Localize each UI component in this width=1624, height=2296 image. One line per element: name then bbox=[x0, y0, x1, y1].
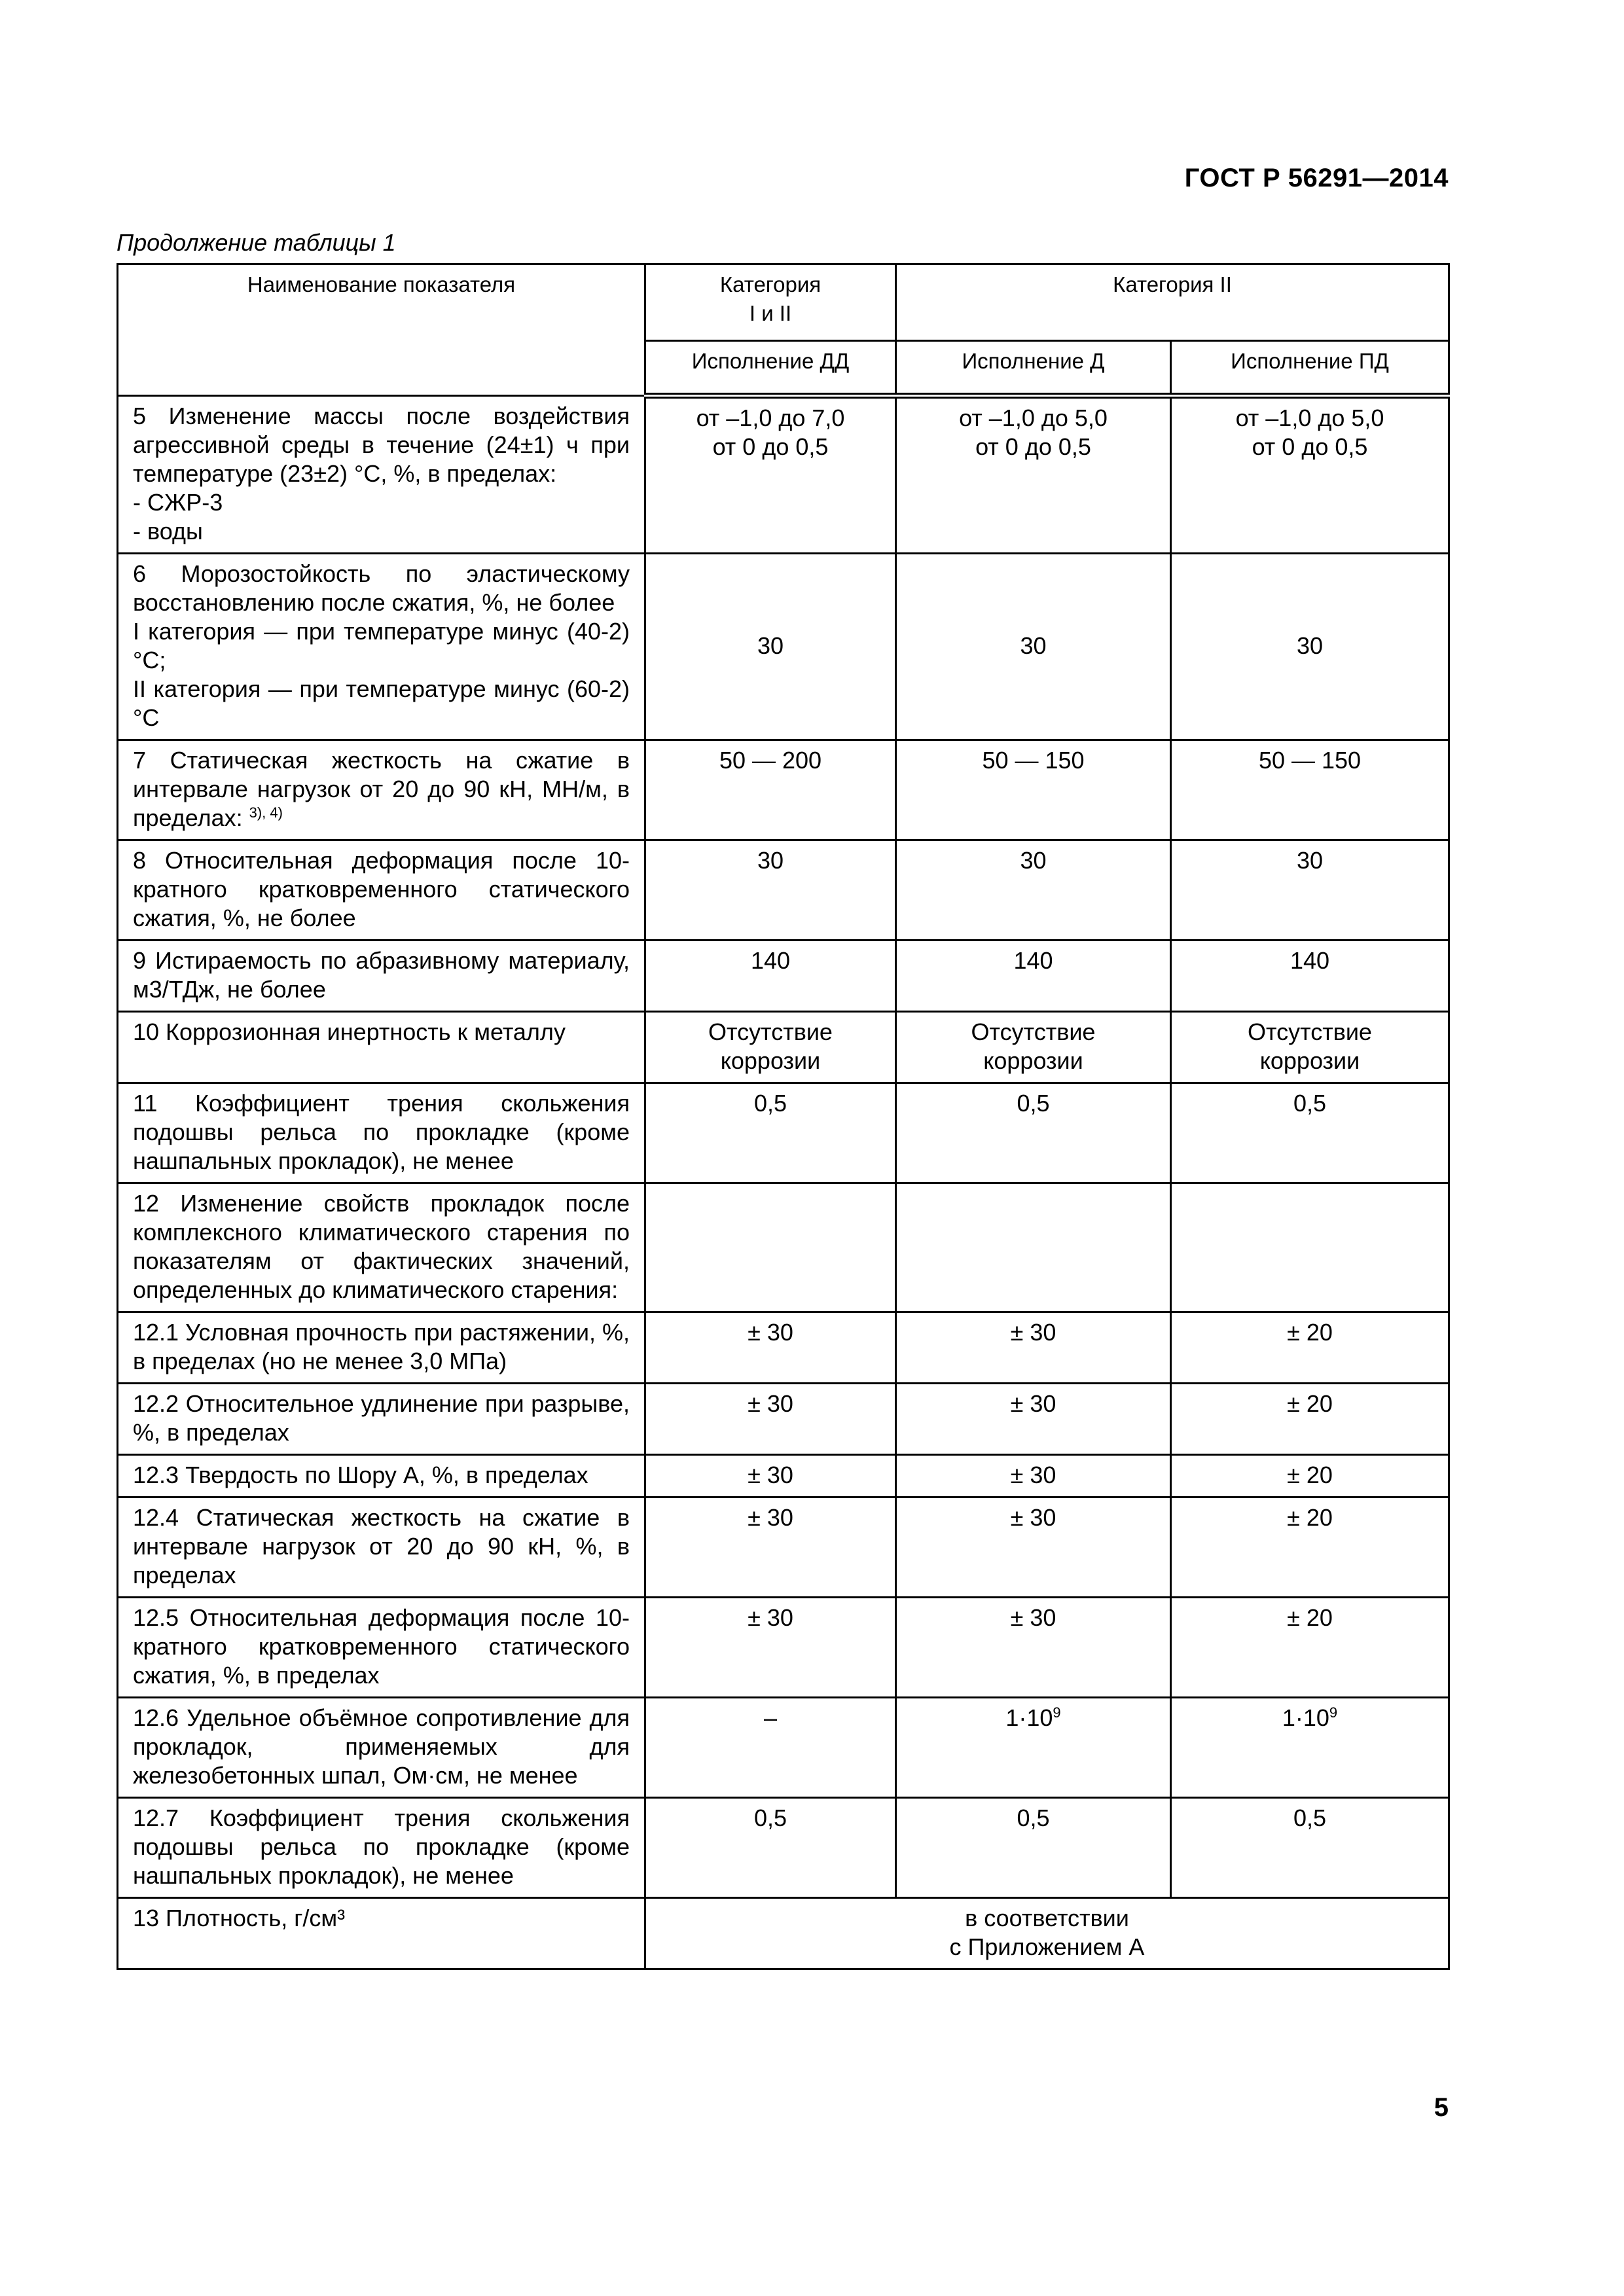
table-row bbox=[118, 740, 1449, 840]
footnote-ref: 3), 4) bbox=[249, 804, 283, 821]
indicator-name: 6 Морозостойкость по эластическому восстановлению после сжатия, %, не более I категория — при температуре минус (40-2) °С; II категория — при температуре минус (60-2) °С bbox=[118, 554, 645, 740]
value-pd: 140 bbox=[1171, 941, 1449, 1012]
table-row bbox=[118, 1698, 1449, 1798]
value-pd: от –1,0 до 5,0 от 0 до 0,5 bbox=[1171, 396, 1449, 554]
table-row bbox=[118, 1455, 1449, 1498]
value-dd: ± 30 bbox=[645, 1455, 896, 1498]
value-dd: 30 bbox=[645, 554, 896, 740]
value-pd: ± 20 bbox=[1171, 1598, 1449, 1698]
value-dd: – bbox=[645, 1698, 896, 1798]
value-pd: $1\cdot 10^9$ bbox=[1171, 1698, 1449, 1798]
indicator-name: 9 Истираемость по абразивному материалу, м3/ТДж, не более bbox=[118, 941, 645, 1012]
value-pd: 0,5 bbox=[1171, 1083, 1449, 1183]
value-dd: ± 30 bbox=[645, 1598, 896, 1698]
table-caption: Продолжение таблицы 1 bbox=[117, 229, 396, 256]
value-dd: от –1,0 до 7,0 от 0 до 0,5 bbox=[645, 396, 896, 554]
value-d: $1\cdot 10^9$ bbox=[896, 1698, 1171, 1798]
indicator-name: 12.2 Относительное удлинение при разрыве, %, в пределах bbox=[118, 1384, 645, 1455]
value-d: 30 bbox=[896, 840, 1171, 941]
table-row bbox=[118, 1798, 1449, 1898]
value-pd: ± 20 bbox=[1171, 1384, 1449, 1455]
value-dd: 30 bbox=[645, 840, 896, 941]
value-pd: Отсутствие коррозии bbox=[1171, 1012, 1449, 1083]
value-dd: ± 30 bbox=[645, 1498, 896, 1598]
value-dd: 50 — 200 bbox=[645, 740, 896, 840]
header-indicator-name: Наименование показателя bbox=[118, 264, 645, 396]
value-d: ± 30 bbox=[896, 1384, 1171, 1455]
table-row bbox=[118, 1384, 1449, 1455]
value-dd bbox=[645, 1183, 896, 1312]
table-row bbox=[118, 941, 1449, 1012]
indicator-name: 10 Коррозионная инертность к металлу bbox=[118, 1012, 645, 1083]
value-pd bbox=[1171, 1183, 1449, 1312]
table-row bbox=[118, 840, 1449, 941]
value-d: 50 — 150 bbox=[896, 740, 1171, 840]
indicator-name: 12.6 Удельное объёмное сопротивление для прокладок, применяемых для железобетонных шпал, Ом·см, не менее bbox=[118, 1698, 645, 1798]
value-pd: ± 20 bbox=[1171, 1498, 1449, 1598]
table-row bbox=[118, 1898, 1449, 1969]
indicator-name: 12.5 Относительная деформация после 10-кратного кратковременного статического сжатия, %, в пределах bbox=[118, 1598, 645, 1698]
value-d: от –1,0 до 5,0 от 0 до 0,5 bbox=[896, 396, 1171, 554]
table-row bbox=[118, 554, 1449, 740]
value-dd: Отсутствие коррозии bbox=[645, 1012, 896, 1083]
table-row bbox=[118, 396, 1449, 554]
header-version-pd: Исполнение ПД bbox=[1171, 341, 1449, 396]
value-d: Отсутствие коррозии bbox=[896, 1012, 1171, 1083]
value-d: 0,5 bbox=[896, 1083, 1171, 1183]
specification-table bbox=[117, 263, 1450, 1970]
value-dd: ± 30 bbox=[645, 1384, 896, 1455]
header-version-dd: Исполнение ДД bbox=[645, 341, 896, 396]
indicator-name: 12 Изменение свойств прокладок после комплексного климатического старения по показателям от фактических значений, определенных до климатического старения: bbox=[118, 1183, 645, 1312]
indicator-name: 12.3 Твердость по Шору А, %, в пределах bbox=[118, 1455, 645, 1498]
table-row bbox=[118, 1498, 1449, 1598]
value-pd: 50 — 150 bbox=[1171, 740, 1449, 840]
value-pd: 0,5 bbox=[1171, 1798, 1449, 1898]
header-category-2: Категория II bbox=[896, 264, 1449, 341]
value-d: ± 30 bbox=[896, 1598, 1171, 1698]
value-d: 0,5 bbox=[896, 1798, 1171, 1898]
indicator-name: 8 Относительная деформация после 10-кратного кратковременного статического сжатия, %, не более bbox=[118, 840, 645, 941]
value-dd: 140 bbox=[645, 941, 896, 1012]
table-row bbox=[118, 1598, 1449, 1698]
value-pd: 30 bbox=[1171, 840, 1449, 941]
value-d: ± 30 bbox=[896, 1498, 1171, 1598]
value-d: ± 30 bbox=[896, 1455, 1171, 1498]
value-pd: 30 bbox=[1171, 554, 1449, 740]
indicator-name: 7 Статическая жесткость на сжатие в интервале нагрузок от 20 до 90 кН, МН/м, в пределах: $^{3), 4)}$ bbox=[118, 740, 645, 840]
value-d: ± 30 bbox=[896, 1312, 1171, 1384]
indicator-name: 12.4 Статическая жесткость на сжатие в интервале нагрузок от 20 до 90 кН, %, в пределах bbox=[118, 1498, 645, 1598]
standard-code: ГОСТ Р 56291—2014 bbox=[1184, 164, 1449, 192]
value-d bbox=[896, 1183, 1171, 1312]
page-number: 5 bbox=[1434, 2093, 1449, 2122]
table-row bbox=[118, 1312, 1449, 1384]
value-pd: ± 20 bbox=[1171, 1312, 1449, 1384]
value-merged: в соответствии с Приложением А bbox=[645, 1898, 1449, 1969]
indicator-name: 13 Плотность, г/см³ bbox=[118, 1898, 645, 1969]
value-d: 140 bbox=[896, 941, 1171, 1012]
table-row bbox=[118, 1083, 1449, 1183]
value-dd: ± 30 bbox=[645, 1312, 896, 1384]
indicator-name: 5 Изменение массы после воздействия агрессивной среды в течение (24±1) ч при температуре (23±2) °С, %, в пределах: - СЖР-3 - воды bbox=[118, 396, 645, 554]
indicator-name: 12.1 Условная прочность при растяжении, %, в пределах (но не менее 3,0 МПа) bbox=[118, 1312, 645, 1384]
value-d: 30 bbox=[896, 554, 1171, 740]
table-row bbox=[118, 1012, 1449, 1083]
indicator-name: 12.7 Коэффициент трения скольжения подошвы рельса по прокладке (кроме нашпальных прокладок), не менее bbox=[118, 1798, 645, 1898]
value-pd: ± 20 bbox=[1171, 1455, 1449, 1498]
value-dd: 0,5 bbox=[645, 1083, 896, 1183]
table-row bbox=[118, 1183, 1449, 1312]
header-version-d: Исполнение Д bbox=[896, 341, 1171, 396]
value-dd: 0,5 bbox=[645, 1798, 896, 1898]
header-category-1-2: Категория I и II bbox=[645, 264, 896, 341]
indicator-name: 11 Коэффициент трения скольжения подошвы рельса по прокладке (кроме нашпальных прокладок), не менее bbox=[118, 1083, 645, 1183]
